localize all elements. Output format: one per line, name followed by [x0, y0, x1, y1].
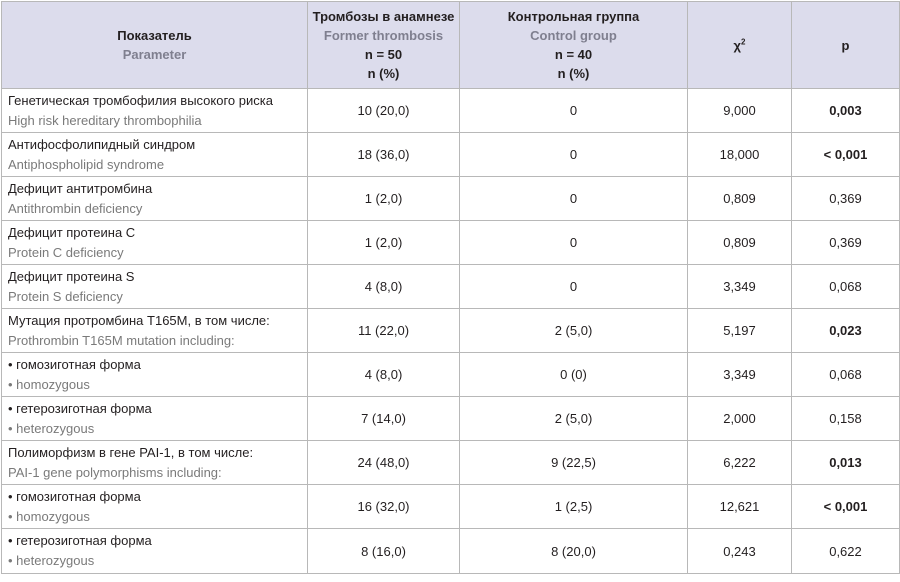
- row-chi-square-value: 2,000: [688, 397, 792, 441]
- row-control-value: 0 (0): [460, 353, 688, 397]
- header-chi-square: [688, 2, 792, 89]
- table-row: [2, 89, 900, 133]
- row-p-value: 0,158: [792, 397, 900, 441]
- table-row: [2, 529, 900, 574]
- row-parameter-en: • heterozygous: [8, 553, 95, 568]
- row-parameter: [2, 221, 308, 265]
- row-control-value: 1 (2,5): [460, 485, 688, 529]
- row-chi-square-value: 18,000: [688, 133, 792, 177]
- row-chi-square-value: 3,349: [688, 353, 792, 397]
- row-former-value: 1 (2,0): [308, 177, 460, 221]
- header-chi-base: χ: [733, 37, 742, 53]
- row-former-value: 4 (8,0): [308, 265, 460, 309]
- row-p-value: 0,369: [792, 177, 900, 221]
- row-chi-square-value: 5,197: [688, 309, 792, 353]
- row-parameter-ru: • гомозиготная форма: [8, 488, 141, 504]
- row-parameter-en: Prothrombin T165M mutation including:: [8, 332, 235, 348]
- row-control-value: 2 (5,0): [460, 397, 688, 441]
- row-control-value: 9 (22,5): [460, 441, 688, 485]
- row-parameter: [2, 441, 308, 485]
- row-former-value: 8 (16,0): [308, 529, 460, 574]
- header-former-unit: n (%): [367, 66, 400, 81]
- header-parameter-en: Parameter: [122, 47, 187, 62]
- row-parameter-en: High risk hereditary thrombophilia: [8, 112, 202, 128]
- row-p-value: < 0,001: [792, 485, 900, 529]
- table-row: [2, 309, 900, 353]
- row-former-value: 1 (2,0): [308, 221, 460, 265]
- row-chi-square-value: 6,222: [688, 441, 792, 485]
- header-parameter-ru: Показатель: [117, 28, 192, 43]
- table-row: [2, 133, 900, 177]
- row-control-value: 0: [460, 177, 688, 221]
- row-p-value: 0,622: [792, 529, 900, 574]
- table-row: [2, 485, 900, 529]
- row-control-value: 0: [460, 89, 688, 133]
- row-chi-square-value: 0,809: [688, 177, 792, 221]
- header-control-unit: n (%): [557, 66, 590, 81]
- row-parameter-en: PAI-1 gene polymorphisms including:: [8, 464, 222, 480]
- row-parameter: [2, 265, 308, 309]
- row-former-value: 7 (14,0): [308, 397, 460, 441]
- row-p-value: < 0,001: [792, 133, 900, 177]
- row-parameter-ru: Полиморфизм в гене PAI-1, в том числе:: [8, 444, 254, 460]
- header-control-group: [460, 2, 688, 89]
- row-control-value: 8 (20,0): [460, 529, 688, 574]
- table-row: [2, 397, 900, 441]
- row-chi-square-value: 0,243: [688, 529, 792, 574]
- row-parameter: [2, 485, 308, 529]
- table-row: [2, 353, 900, 397]
- header-control-ru: Контрольная группа: [507, 9, 640, 24]
- row-control-value: 0: [460, 133, 688, 177]
- row-parameter-en: • homozygous: [8, 508, 90, 524]
- table-row: [2, 265, 900, 309]
- row-parameter: [2, 397, 308, 441]
- row-parameter-en: • homozygous: [8, 376, 90, 392]
- row-parameter: [2, 177, 308, 221]
- row-p-value: 0,003: [792, 89, 900, 133]
- row-parameter-ru: • гомозиготная форма: [8, 356, 141, 372]
- row-p-value: 0,023: [792, 309, 900, 353]
- row-p-value: 0,068: [792, 353, 900, 397]
- row-p-value: 0,369: [792, 221, 900, 265]
- header-parameter: [2, 2, 308, 89]
- header-former-ru: Тромбозы в анамнезе: [312, 9, 455, 24]
- row-former-value: 18 (36,0): [308, 133, 460, 177]
- table-row: [2, 441, 900, 485]
- header-chi-exponent: 2: [741, 37, 746, 47]
- row-chi-square-value: 3,349: [688, 265, 792, 309]
- row-parameter-ru: • гетерозиготная форма: [8, 400, 152, 416]
- row-parameter: [2, 353, 308, 397]
- header-p-value: [792, 2, 900, 89]
- row-former-value: 16 (32,0): [308, 485, 460, 529]
- row-parameter-ru: Антифосфолипидный синдром: [8, 136, 196, 152]
- row-parameter-ru: Дефицит антитромбина: [8, 180, 153, 196]
- row-former-value: 24 (48,0): [308, 441, 460, 485]
- header-former-thrombosis: [308, 2, 460, 89]
- results-table: [1, 1, 900, 574]
- row-parameter-ru: Генетическая тромбофилия высокого риска: [8, 92, 273, 108]
- row-parameter: [2, 529, 308, 574]
- row-parameter-en: Protein S deficiency: [8, 288, 123, 304]
- row-control-value: 0: [460, 221, 688, 265]
- row-parameter-ru: Дефицит протеина S: [8, 268, 135, 284]
- row-p-value: 0,068: [792, 265, 900, 309]
- row-former-value: 10 (20,0): [308, 89, 460, 133]
- table-row: [2, 177, 900, 221]
- row-parameter: [2, 309, 308, 353]
- header-control-en: Control group: [530, 28, 617, 43]
- header-row: [2, 2, 900, 89]
- row-parameter-ru: • гетерозиготная форма: [8, 533, 152, 548]
- row-chi-square-value: 9,000: [688, 89, 792, 133]
- row-parameter-ru: Мутация протромбина Т165М, в том числе:: [8, 312, 270, 328]
- row-parameter-en: • heterozygous: [8, 420, 95, 436]
- row-parameter: [2, 89, 308, 133]
- header-former-n: n = 50: [364, 47, 403, 62]
- row-former-value: 4 (8,0): [308, 353, 460, 397]
- table-row: [2, 221, 900, 265]
- row-parameter-en: Antiphospholipid syndrome: [8, 156, 165, 172]
- row-parameter-ru: Дефицит протеина С: [8, 224, 136, 240]
- header-former-en: Former thrombosis: [323, 28, 444, 43]
- header-p: p: [841, 37, 850, 53]
- row-control-value: 0: [460, 265, 688, 309]
- row-p-value: 0,013: [792, 441, 900, 485]
- row-parameter-en: Protein C deficiency: [8, 244, 124, 260]
- row-parameter-en: Antithrombin deficiency: [8, 200, 143, 216]
- row-chi-square-value: 12,621: [688, 485, 792, 529]
- row-former-value: 11 (22,0): [308, 309, 460, 353]
- row-chi-square-value: 0,809: [688, 221, 792, 265]
- header-control-n: n = 40: [554, 47, 593, 62]
- row-parameter: [2, 133, 308, 177]
- row-control-value: 2 (5,0): [460, 309, 688, 353]
